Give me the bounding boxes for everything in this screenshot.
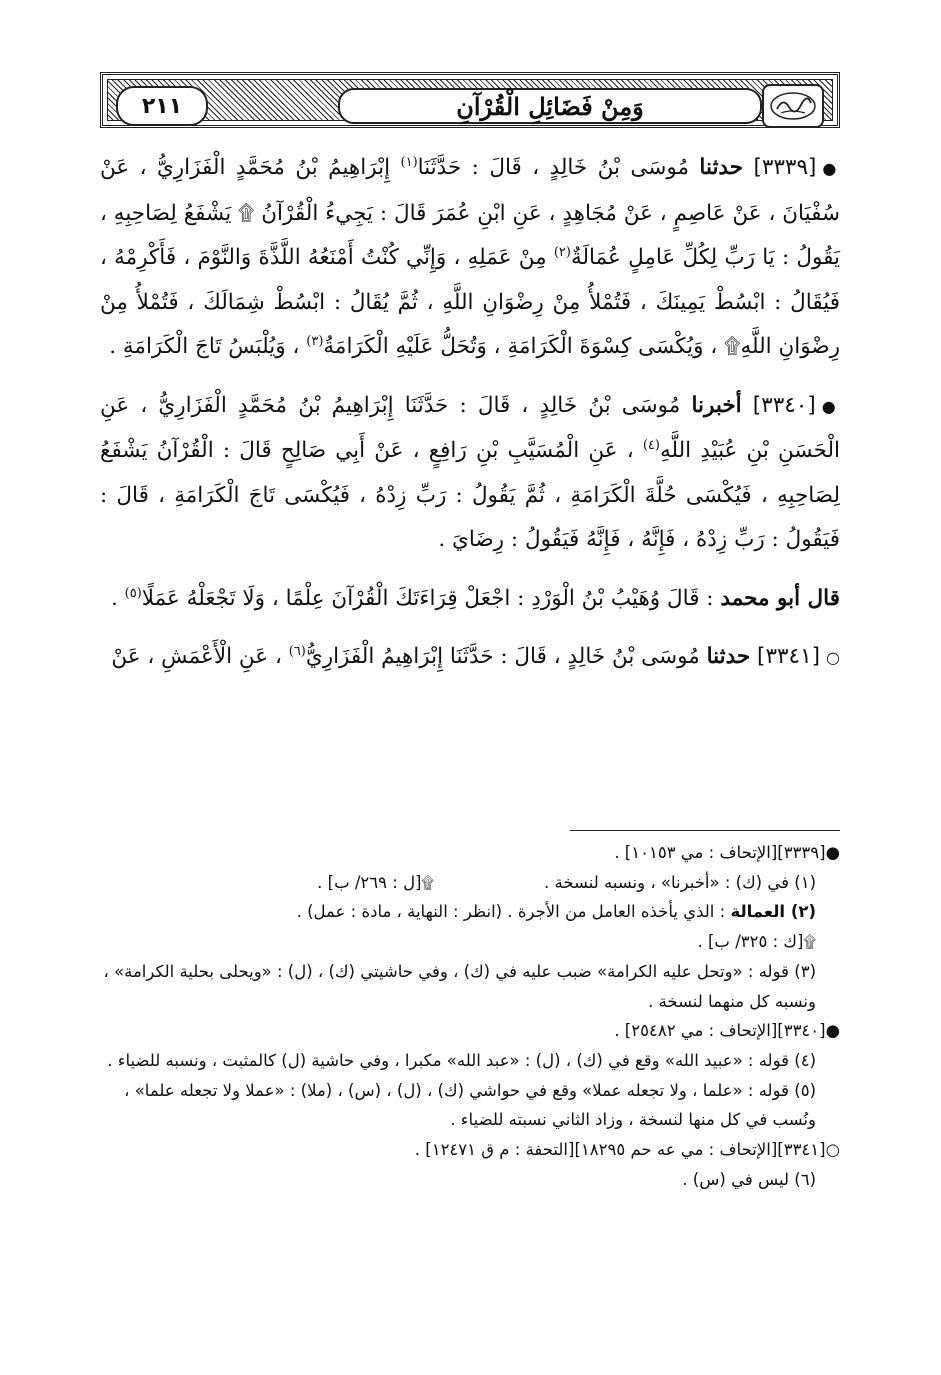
footnote-marker: ○ — [825, 1140, 840, 1160]
hadith-text: مُوسَى بْنُ خَالِدٍ ، قَالَ : حَدَّثَنَا إِبْرَاهِيمُ الْفَزَارِيُّ — [305, 644, 700, 669]
hadith-text: ، وَيُكْسَى كِسْوَةَ الْكَرَامَةِ ، وَتُحَلُّ عَلَيْهِ الْكَرَامَةُ — [323, 334, 718, 359]
footnote-ref: (١) — [400, 154, 418, 170]
footnote-text: [٣٣٣٩][الإتحاف : مي ١٠١٥٣] . — [614, 843, 826, 862]
hadith-3340 — [100, 384, 840, 563]
hadith-lead-word: حدثنا — [706, 644, 751, 669]
footnote-line — [100, 1046, 840, 1076]
footnote-marker: ● — [825, 843, 840, 862]
footnote-line — [100, 957, 840, 987]
abu-muhammad-note — [100, 577, 840, 622]
footnote-text: ۩[ك : ٣٢٥/ ب] . — [697, 932, 816, 952]
running-title: وَمِنْ فَضَائِلِ الْقُرْآنِ — [456, 91, 644, 121]
footnote-ref: (٤) — [642, 437, 660, 453]
footnote-text: : الذي يأخذه العامل من الأجرة . (انظر : النهاية ، مادة : عمل) . — [296, 902, 726, 922]
hadith-marker: ○ — [826, 648, 840, 667]
footnote-text: ونسبه كل منهما لنسخة . — [648, 991, 816, 1011]
footnote-text: ونُسب في كل منها لنسخة ، وزاد الثاني نسبته للضياء . — [450, 1110, 816, 1130]
hadith-text: مُوسَى بْنُ خَالِدٍ ، قَالَ : حَدَّثَنَا — [417, 155, 689, 180]
footnote-term: (٢) العمالة — [730, 902, 816, 922]
calligraphy-medallion-icon — [762, 84, 824, 128]
hadith-number: [٣٣٤١] — [757, 644, 821, 669]
header-ornament-border — [107, 79, 833, 121]
hadith-text: يَشْفَعُ لِصَاحِبِهِ ، يَقُولُ : يَا رَبِّ لِكُلِّ عَامِلٍ عُمَالَةٌ — [100, 200, 840, 270]
hadith-text: ، عَنِ الْأَعْمَشِ ، عَنْ — [111, 644, 282, 669]
footnote-line — [100, 927, 840, 957]
footnote-line — [100, 868, 840, 898]
manuscript-page-mark: ۩ — [724, 334, 741, 359]
hadith-number: [٣٣٤٠] — [752, 392, 816, 418]
footnote-text: (١) في (ك) : «أخبرنا» ، ونسبه لنسخة . — [544, 872, 816, 892]
hadith-text: مِنْ عَمَلِهِ ، وَإِنِّي كُنْتُ أَمْنَعُهُ اللَّذَّةَ وَالنَّوْمَ ، فَأَكْرِمْهُ ، فَيُقَالُ : ابْسُطْ يَمِينَكَ ، فَتُمْلأُ مِنْ رِضْوَانِ اللَّهِ ، ثُمَّ يُقَالُ : ابْسُطْ شِمَالَكَ ، فَتُمْلأُ مِنْ رِضْوَانِ اللَّهِ — [100, 245, 840, 359]
hadith-number: [٣٣٣٩] — [753, 155, 817, 180]
footnote-text: ۩[ل : ٢٦٩/ ب] . — [317, 872, 435, 892]
hadith-text: . — [110, 585, 118, 611]
footnote-line — [100, 838, 840, 868]
footnote-text: (٥) قوله : «علما ، ولا تجعله عملا» وقع في حواشي (ك) ، (ل) ، (س) ، (ملا) : «عملا ولا تجعله علما» ، — [124, 1080, 816, 1100]
hadith-3341 — [100, 635, 840, 681]
footnote-line — [100, 1016, 840, 1046]
page-number: ٢١١ — [141, 93, 183, 119]
footnote-text: (٤) قوله : «عبيد الله» وقع في (ك) ، (ل) : «عبد الله» مكبرا ، وفي حاشية (ل) كالمثبت ، ونسبه للضياء . — [107, 1050, 816, 1070]
hadith-text: : قَالَ وُهَيْبُ بْنُ الْوَرْدِ : اجْعَلْ قِرَاءَتَكَ الْقُرْآنَ عِلْمًا ، وَلَا تَجْعَلْهُ عَمَلًا — [141, 585, 714, 611]
hadith-lead-word: قال أبو محمد — [720, 585, 840, 611]
footnotes — [100, 838, 840, 1194]
footnote-line — [100, 1076, 840, 1106]
footnote-line — [100, 1105, 840, 1135]
footnote-text: (٦) ليس في (س) . — [682, 1169, 816, 1189]
hadith-marker: ● — [822, 159, 840, 178]
page-header — [100, 72, 840, 128]
manuscript-page-mark: ۩ — [238, 200, 255, 226]
hadith-text: مُوسَى بْنُ خَالِدٍ ، قَالَ : حَدَّثَنَا إِبْرَاهِيمُ بْنُ مُحَمَّدٍ الْفَزَارِيُّ ، عَنِ الْحَسَنِ بْنِ عُبَيْدِ اللَّهِ — [100, 392, 841, 463]
page-number-box — [116, 86, 208, 126]
footnote-divider — [570, 830, 840, 831]
hadith-text: إِبْرَاهِيمُ بْنُ مُحَمَّدٍ الْفَزَارِيُّ ، عَنْ سُفْيَانَ ، عَنْ عَاصِمٍ ، عَنْ مُجَاهِدٍ ، عَنِ ابْنِ عُمَرَ قَالَ : يَجِيءُ الْقُرْآنُ — [100, 155, 840, 226]
footnote-line — [100, 1165, 840, 1195]
hadith-lead-word: حدثنا — [699, 155, 744, 180]
running-title-box — [338, 88, 762, 124]
hadith-3339 — [100, 146, 840, 370]
hadith-lead-word: أخبرنا — [691, 392, 742, 418]
footnote-text: [٣٣٤٠][الإتحاف : مي ٢٥٤٨٢] . — [614, 1021, 826, 1041]
footnote-line — [100, 987, 840, 1017]
footnote-text: [٣٣٤١][الإتحاف : مي عه حم ١٨٢٩٥][التحفة : م ق ١٢٤٧١] . — [414, 1140, 826, 1160]
footnote-marker: ● — [825, 1021, 840, 1041]
main-text — [100, 146, 840, 681]
footnote-ref: (٣) — [306, 333, 324, 349]
footnote-line — [100, 1135, 840, 1165]
hadith-text: ، وَيُلْبَسُ تَاجَ الْكَرَامَةِ . — [109, 334, 300, 359]
footnote-line — [100, 897, 840, 927]
footnote-ref: (٦) — [288, 643, 306, 659]
hadith-text: ، عَنِ الْمُسَيَّبِ بْنِ رَافِعٍ ، عَنْ أَبِي صَالِحٍ قَالَ : الْقُرْآنُ يَشْفَعُ لِصَاحِبِهِ ، فَيُكْسَى حُلَّةَ الْكَرَامَةِ ، ثُمَّ يَقُولُ : رَبِّ زِدْهُ ، فَيُكْسَى تَاجَ الْكَرَامَةِ ، قَالَ : فَيَقُولُ : رَبِّ زِدْهُ ، فَإِنَّهُ ، فَإِنَّهُ فَيَقُولُ : رِضَايَ . — [100, 438, 840, 552]
footnote-ref: (٥) — [124, 585, 142, 601]
footnote-text: (٣) قوله : «وتحل عليه الكرامة» ضبب عليه في (ك) ، وفي حاشيتي (ك) ، (ل) : «ويحلى بحلية الكرامة» ، — [103, 961, 816, 981]
hadith-marker: ● — [821, 396, 840, 416]
footnote-ref: (٢) — [553, 244, 571, 260]
